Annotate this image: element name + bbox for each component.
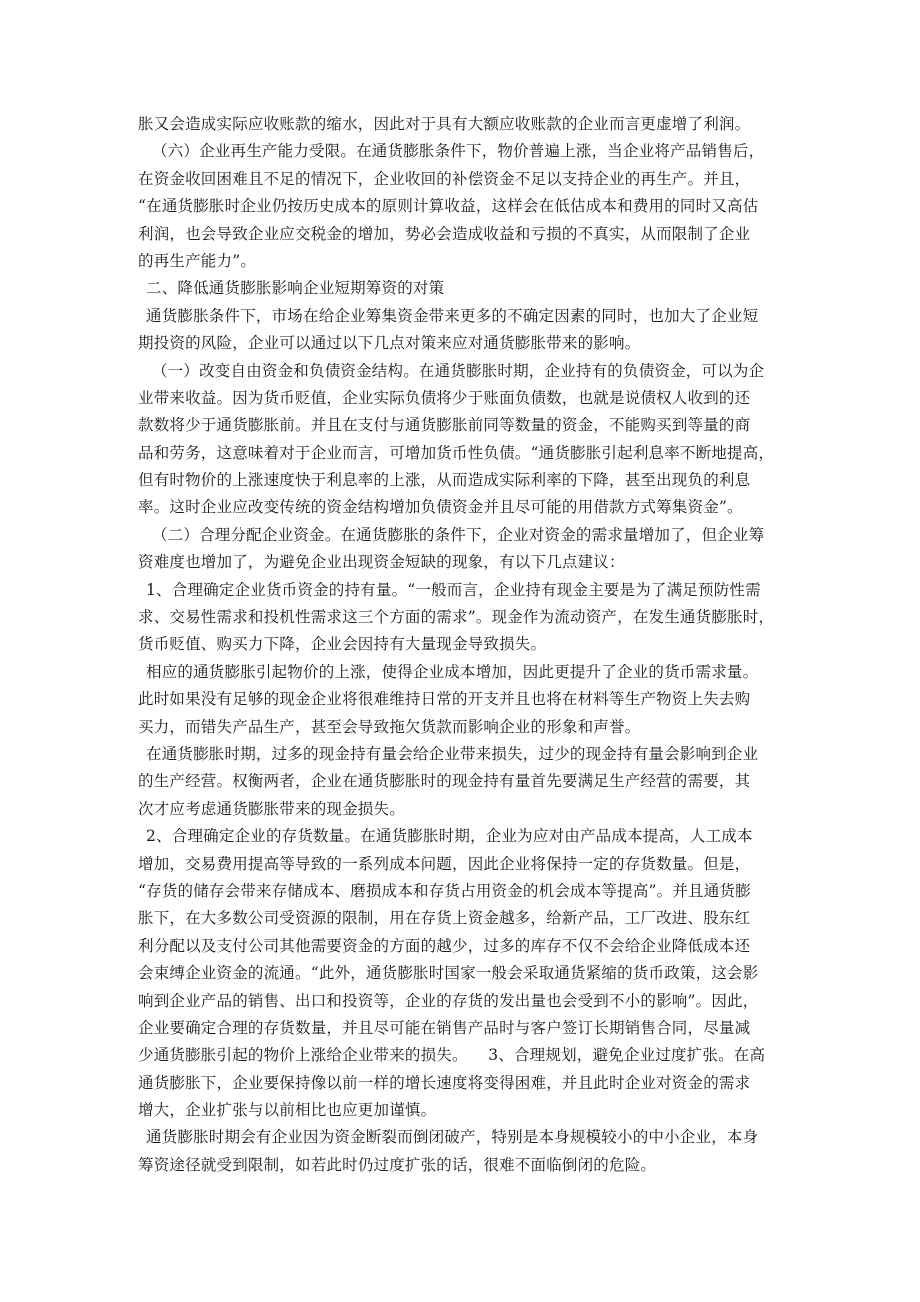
text-line: 次才应考虑通货膨胀带来的现金损失。 xyxy=(138,799,405,818)
text-line: 会束缚企业资金的流通。“此外，通货膨胀时国家一般会采取通货紧缩的货币政策，这会影 xyxy=(138,964,759,983)
text-line: 胀又会造成实际应收账款的缩水，因此对于具有大额应收账款的企业而言更虚增了利润。 xyxy=(138,115,751,133)
text-line: 响到企业产品的销售、出口和投资等，企业的存货的发出量也会受到不小的影响”。因此， xyxy=(138,991,759,1010)
text-line: 此时如果没有足够的现金企业将很难维持日常的开支并且也将在材料等生产物资上失去购 xyxy=(138,690,751,709)
text-line: 的生产经营。权衡两者，企业在通货膨胀时的现金持有量首先要满足生产经营的需要，其 xyxy=(138,772,751,791)
text-line: 业带来收益。因为货币贬值，企业实际负债将少于账面负债数，也就是说债权人收到的还 xyxy=(138,388,751,407)
text-line: 通货膨胀下，企业要保持像以前一样的增长速度将变得困难，并且此时企业对资金的需求 xyxy=(138,1073,751,1092)
text-line: 筹资途径就受到限制，如若此时仍过度扩张的话，很难不面临倒闭的危险。 xyxy=(138,1155,657,1174)
text-line: 增加，交易费用提高等导致的一系列成本问题，因此企业将保持一定的存货数量。但是， xyxy=(138,854,751,873)
text-line: 通货膨胀条件下，市场在给企业筹集资金带来更多的不确定因素的同时，也加大了企业短 xyxy=(146,306,759,325)
text-line: “在通货膨胀时企业仍按历史成本的原则计算收益，这样会在低估成本和费用的同时又高估 xyxy=(138,197,759,216)
text-line: 款数将少于通货膨胀前。并且在支付与通货膨胀前同等数量的资金，不能购买到等量的商 xyxy=(138,416,751,435)
text-line: “存货的储存会带来存储成本、磨损成本和存货占用资金的机会成本等提高”。并且通货膨 xyxy=(138,881,751,900)
text-line: 品和劳务，这意味着对于企业而言，可增加货币性负债。“通货膨胀引起利息率不断地提高， xyxy=(138,443,775,462)
document-body xyxy=(138,111,788,1179)
text-line: 的再生产能力”。 xyxy=(138,251,257,270)
text-line: 相应的通货膨胀引起物价的上涨，使得企业成本增加，因此更提升了企业的货币需求量。 xyxy=(146,662,759,681)
text-line: 资难度也增加了，为避免企业出现资金短缺的现象，有以下几点建议： xyxy=(138,553,625,572)
text-line: 买力，而错失产品生产，甚至会导致拖欠货款而影响企业的形象和声誉。 xyxy=(138,717,641,736)
text-line: 但有时物价的上涨速度快于利息率的上涨，从而造成实际利率的下降，甚至出现负的利息 xyxy=(138,471,751,490)
text-line: （一）改变自由资金和负债资金结构。在通货膨胀时期，企业持有的负债资金，可以为企 xyxy=(152,361,765,380)
text-line: 求、交易性需求和投机性需求这三个方面的需求”。现金作为流动资产，在发生通货膨胀时， xyxy=(138,608,775,627)
text-line: 利分配以及支付公司其他需要资金的方面的越少，过多的库存不仅不会给企业降低成本还 xyxy=(138,936,751,955)
text-line: 少通货膨胀引起的物价上涨给企业带来的损失。 3、合理规划，避免企业过度扩张。在高 xyxy=(138,1046,766,1065)
text-line: 在资金收回困难且不足的情况下，企业收回的补偿资金不足以支持企业的再生产。并且， xyxy=(138,169,751,188)
text-line: 2、合理确定企业的存货数量。在通货膨胀时期，企业为应对由产品成本提高，人工成本 xyxy=(146,827,753,846)
text-line: 1、合理确定企业货币资金的持有量。“一般而言，企业持有现金主要是为了满足预防性需 xyxy=(146,580,761,599)
text-line: 在通货膨胀时期，过多的现金持有量会给企业带来损失，过少的现金持有量会影响到企业 xyxy=(146,744,759,763)
section-heading: 二、降低通货膨胀影响企业短期筹资的对策 xyxy=(146,279,445,298)
text-line: 企业要确定合理的存货数量，并且尽可能在销售产品时与客户签订长期销售合同，尽量减 xyxy=(138,1018,751,1037)
text-line: 期投资的风险，企业可以通过以下几点对策来应对通货膨胀带来的影响。 xyxy=(138,334,641,353)
text-line: 增大，企业扩张与以前相比也应更加谨慎。 xyxy=(138,1101,437,1120)
text-line: 货币贬值、购买力下降，企业会因持有大量现金导致损失。 xyxy=(138,635,547,654)
text-line: 利润，也会导致企业应交税金的增加，势必会造成收益和亏损的不真实，从而限制了企业 xyxy=(138,224,751,243)
text-line: （六）企业再生产能力受限。在通货膨胀条件下，物价普遍上涨，当企业将产品销售后， xyxy=(152,142,765,161)
text-line: 通货膨胀时期会有企业因为资金断裂而倒闭破产，特别是本身规模较小的中小企业，本身 xyxy=(146,1128,759,1147)
text-line: 率。这时企业应改变传统的资金结构增加负债资金并且尽可能的用借款方式筹集资金”。 xyxy=(138,498,743,517)
text-line: 胀下，在大多数公司受资源的限制，用在存货上资金越多，给新产品，工厂改进、股东红 xyxy=(138,909,751,928)
text-line: （二）合理分配企业资金。在通货膨胀的条件下，企业对资金的需求量增加了，但企业筹 xyxy=(152,525,765,544)
